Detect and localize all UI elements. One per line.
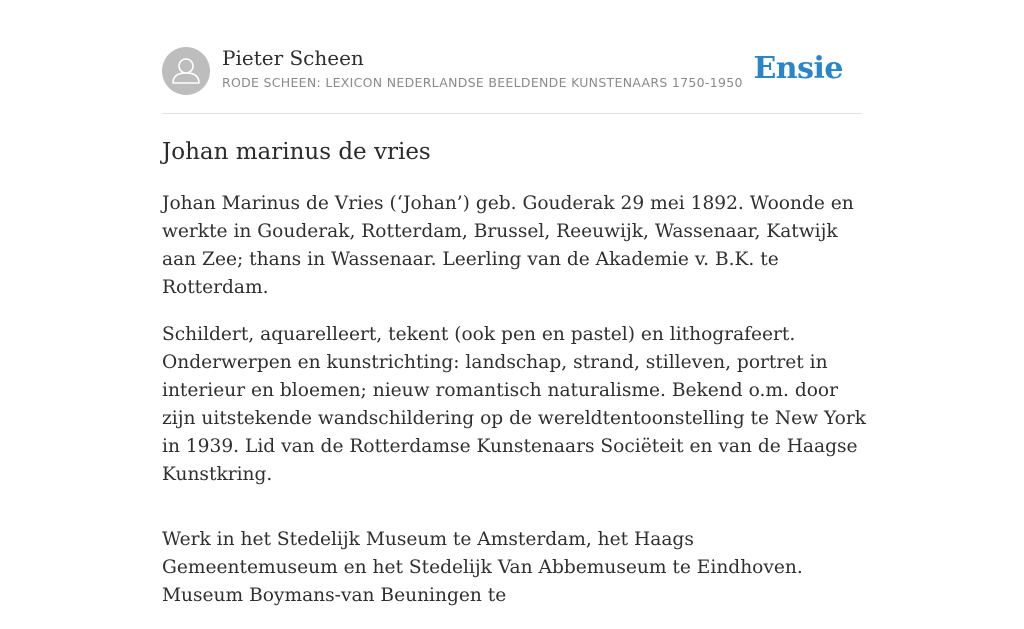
article-paragraph: Schildert, aquarelleert, tekent (ook pen en pastel) en lithografeert. Onderwerpen en kunstrichting: landschap, strand, stilleven, portret in interieur en bloemen; nieuw romantisch naturalisme. Bekend o.m. door zijn uitstekende wandschildering op de wereldtentoonstelling te New York in 1939. Lid van de Rotterdamse Kunstenaars Sociëteit en van de Haagse Kunstkring.	[162, 324, 867, 485]
article-paragraph: Werk in het Stedelijk Museum te Amsterdam, het Haags Gemeentemuseum en het Stedelijk Van Abbemuseum te Eindhoven. Museum Boymans-van Beuningen te	[162, 529, 803, 606]
article-header	[162, 0, 862, 114]
article-body	[162, 190, 866, 629]
author-name[interactable]: Pieter Scheen	[222, 46, 364, 70]
article-page	[162, 0, 867, 606]
source-label[interactable]: RODE SCHEEN: LEXICON NEDERLANDSE BEELDENDE KUNSTENAARS 1750-1950	[222, 75, 743, 90]
article-paragraph: Johan Marinus de Vries (‘Johan’) geb. Gouderak 29 mei 1892. Woonde en werkte in Gouderak, Rotterdam, Brussel, Reeuwijk, Wassenaar, Katwijk aan Zee; thans in Wassenaar. Leerling van de Akademie v. B.K. te Rotterdam.	[162, 193, 854, 298]
article-title: Johan marinus de vries	[162, 139, 431, 165]
ensie-logo[interactable]: Ensie	[753, 51, 843, 86]
user-avatar-icon[interactable]	[162, 47, 210, 95]
